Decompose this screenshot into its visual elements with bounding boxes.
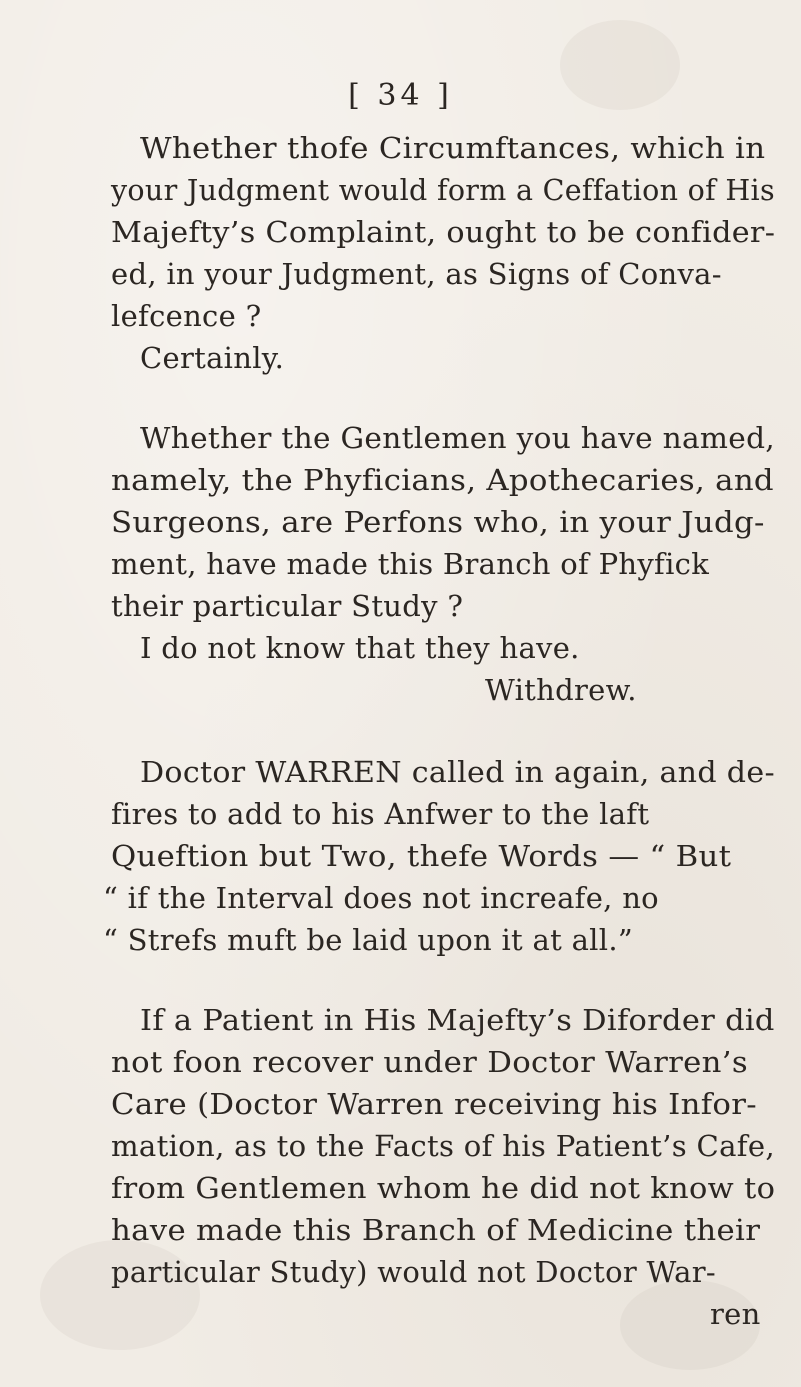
withdrew-line: Withdrew. (485, 673, 637, 707)
text-line: Queftion but Two, thefe Words — “ But (111, 839, 732, 873)
text-line: Majefty’s Complaint, ought to be confider- (111, 215, 776, 249)
text-line: Whether thofe Circumftances, which in (140, 131, 766, 165)
text-line: not foon recover under Doctor Warren’s (111, 1045, 748, 1079)
text-line: from Gentlemen whom he did not know to (111, 1171, 776, 1205)
text-line: lefcence ? (111, 299, 262, 333)
text-line: “ Strefs muft be laid upon it at all.” (103, 923, 633, 957)
text-line: their particular Study ? (111, 589, 464, 623)
text-line: Doctor WARREN called in again, and de- (140, 755, 775, 789)
text-line: ed, in your Judgment, as Signs of Conva- (111, 257, 722, 291)
text-line: fires to add to his Anfwer to the laft (111, 797, 650, 831)
text-line: Care (Doctor Warren receiving his Infor- (111, 1087, 757, 1121)
page-number-header: [ 34 ] (348, 78, 453, 113)
text-line: “ if the Interval does not increafe, no (103, 881, 659, 915)
catchword: ren (710, 1297, 761, 1331)
text-line: namely, the Phyficians, Apothecaries, and (111, 463, 774, 497)
text-line: your Judgment would form a Ceffation of His (111, 173, 775, 207)
text-line: If a Patient in His Majefty’s Diforder did (140, 1003, 775, 1037)
text-line: ment, have made this Branch of Phyfick (111, 547, 710, 581)
text-line: have made this Branch of Medicine their (111, 1213, 761, 1247)
text-line: Surgeons, are Perfons who, in your Judg- (111, 505, 765, 539)
answer-line: Certainly. (140, 341, 285, 375)
text-line: mation, as to the Facts of his Patient’s Cafe, (111, 1129, 775, 1163)
text-line: particular Study) would not Doctor War- (111, 1255, 716, 1289)
text-line: Whether the Gentlemen you have named, (140, 421, 776, 455)
answer-line: I do not know that they have. (140, 631, 580, 665)
